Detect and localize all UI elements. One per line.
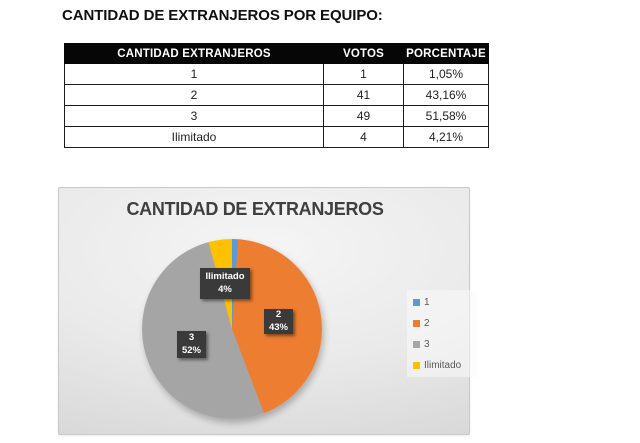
table-row bbox=[65, 85, 489, 106]
pie-label-percent: 43% bbox=[268, 321, 288, 333]
cell-votos: 4 bbox=[324, 127, 404, 148]
table-row bbox=[65, 127, 489, 148]
legend-item-2 bbox=[413, 316, 475, 330]
legend-swatch-blue-icon bbox=[413, 299, 420, 306]
pie-chart-panel bbox=[58, 187, 470, 435]
page-title: CANTIDAD DE EXTRANJEROS POR EQUIPO: bbox=[62, 7, 383, 24]
column-header-cantidad: CANTIDAD EXTRANJEROS bbox=[65, 44, 324, 64]
cell-cantidad: Ilimitado bbox=[65, 127, 324, 148]
pie-label-percent: 52% bbox=[181, 344, 201, 356]
cell-cantidad: 3 bbox=[65, 106, 324, 127]
chart-legend bbox=[407, 290, 477, 377]
cell-votos: 49 bbox=[324, 106, 404, 127]
chart-title: CANTIDAD DE EXTRANJEROS bbox=[126, 199, 384, 219]
table-row bbox=[65, 64, 489, 85]
pie-label-category: Ilimitado bbox=[205, 271, 245, 283]
legend-label: 2 bbox=[424, 317, 430, 329]
legend-swatch-yellow-icon bbox=[413, 362, 420, 369]
cell-porcentaje: 1,05% bbox=[404, 64, 489, 85]
column-header-porcentaje: PORCENTAJE bbox=[404, 44, 489, 64]
pie-label-percent: 4% bbox=[218, 283, 232, 295]
legend-item-ilimitado bbox=[413, 358, 475, 372]
cell-votos: 1 bbox=[324, 64, 404, 85]
legend-swatch-gray-icon bbox=[413, 341, 420, 348]
pie-label-ilimitado bbox=[200, 268, 250, 299]
legend-swatch-orange-icon bbox=[413, 320, 420, 327]
legend-label: 3 bbox=[424, 338, 430, 350]
cell-cantidad: 1 bbox=[65, 64, 324, 85]
legend-label: Ilimitado bbox=[424, 359, 462, 371]
pie-label-3 bbox=[177, 331, 206, 358]
cell-porcentaje: 51,58% bbox=[404, 106, 489, 127]
legend-item-1 bbox=[413, 295, 475, 309]
table-header-row bbox=[65, 44, 489, 64]
pie-label-2 bbox=[264, 309, 293, 334]
cell-porcentaje: 4,21% bbox=[404, 127, 489, 148]
legend-item-3 bbox=[413, 337, 475, 351]
column-header-votos: VOTOS bbox=[324, 44, 404, 64]
votes-table bbox=[64, 43, 489, 148]
pie-label-category: 3 bbox=[188, 332, 195, 344]
cell-cantidad: 2 bbox=[65, 85, 324, 106]
table-row bbox=[65, 106, 489, 127]
legend-label: 1 bbox=[424, 296, 430, 308]
pie-label-category: 2 bbox=[275, 309, 282, 321]
cell-porcentaje: 43,16% bbox=[404, 85, 489, 106]
pie bbox=[142, 239, 322, 419]
cell-votos: 41 bbox=[324, 85, 404, 106]
